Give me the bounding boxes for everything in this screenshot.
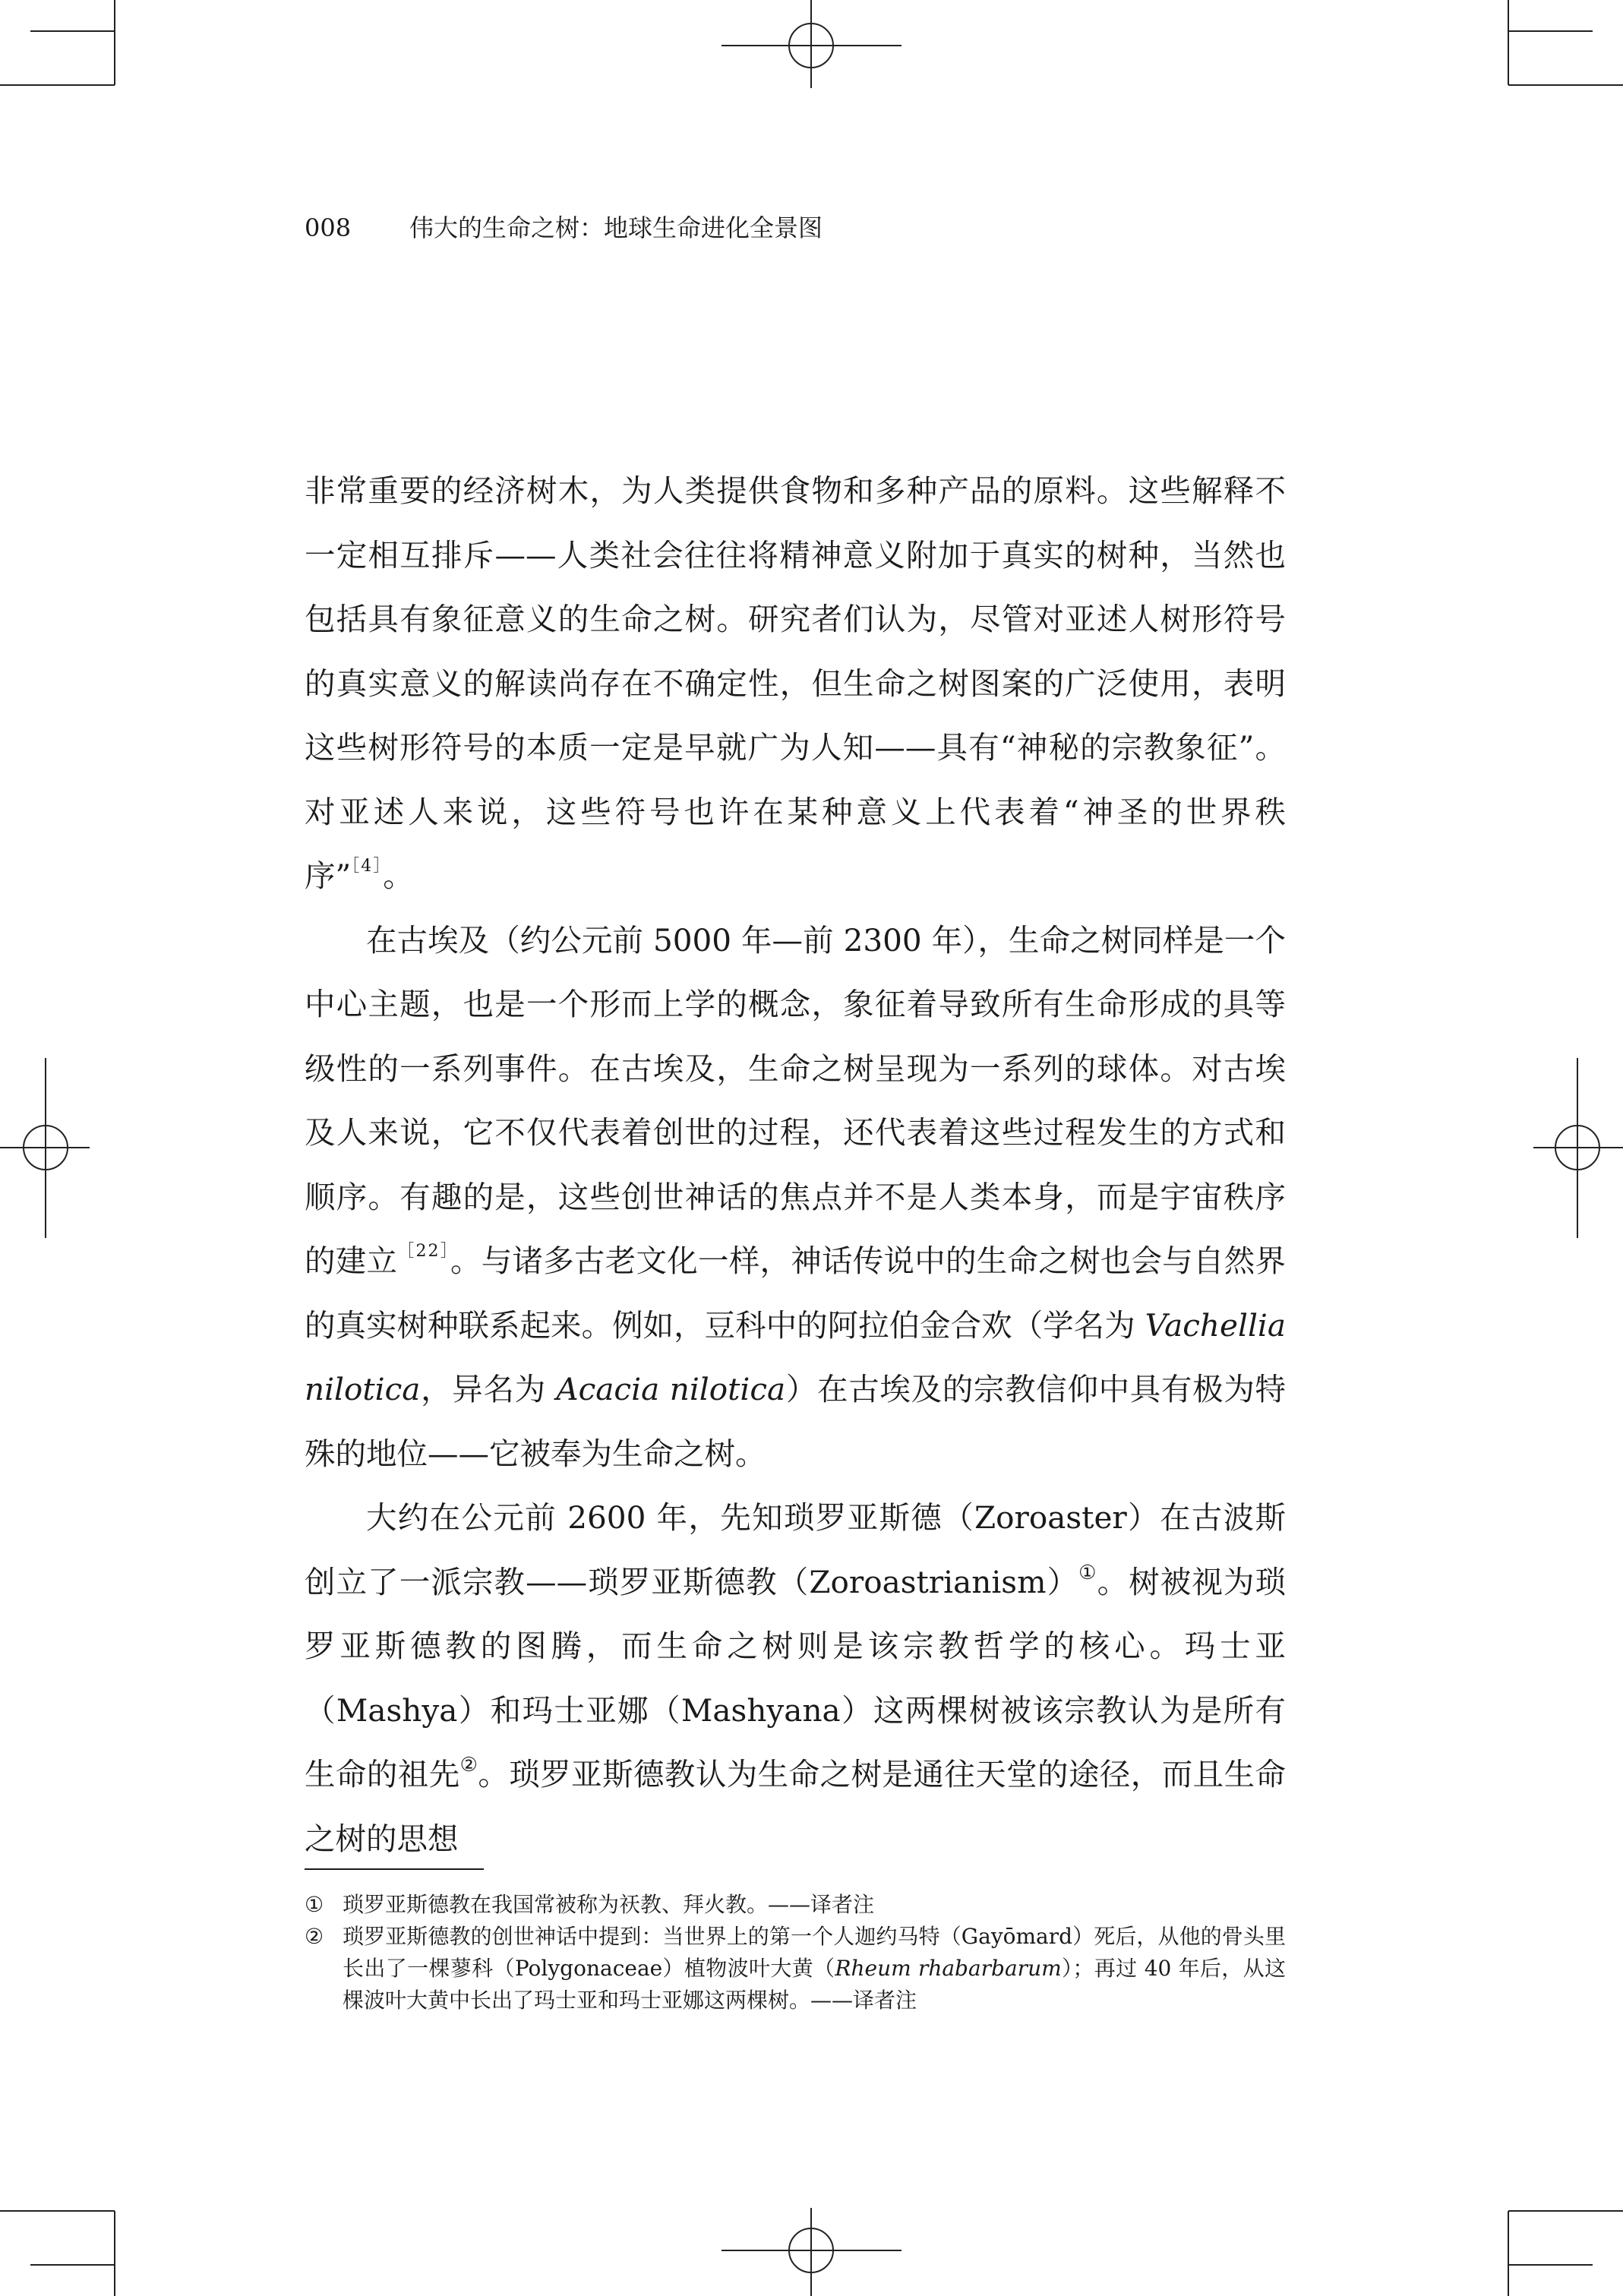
paragraph-text: 在古埃及（约公元前 5000 年—前 2300 年），生命之树同样是一个中心主题，也是一个形而上学的概念，象征着导致所有生命形成的具等级性的一系列事件。在古埃及，生命之树呈现为一系列的球体。对古埃及人来说，它不仅代表着创世的过程，还代表着这些过程发生的方式和顺序。有趣的是，这些创世神话的焦点并不是人类本身，而是宇宙秩序的建立 [305,921,1286,1279]
paragraph-3 [305,1486,1286,1871]
paragraph-text: 。与诸多古老文化一样，神话传说中的生命之树也会与自然界的真实树种联系起来。例如，豆科中的阿拉伯金合欢（学名为 [305,1243,1286,1344]
footnotes [305,1889,1286,2017]
book-title: 伟大的生命之树：地球生命进化全景图 [409,213,823,242]
footnote-text: 琐罗亚斯德教在我国常被称为祆教、拜火教。——译者注 [343,1892,875,1917]
paragraph-1 [305,459,1286,908]
footnote-text-part: 琐罗亚斯德教的创世神话中提到：当世界上的第一个人迦约马特（Gayōmard）死后，从他的骨头里长出了一棵蓼科（Polygonaceae）植物波叶大黄（ [343,1924,1286,1981]
footnote-marker: ① [305,1892,324,1917]
citation-ref: ［4］ [351,857,384,876]
page-number: 008 [305,213,352,242]
paragraph-text: 。树被视为琐罗亚斯德教的图腾，而生命之树则是该宗教哲学的核心。玛士亚（Mashya）和玛士亚娜（Mashyana）这两棵树被该宗教认为是所有生命的祖先 [305,1563,1287,1792]
citation-ref: ［22］ [397,1242,450,1261]
footnote-ref: ② [459,1754,478,1776]
main-text [305,459,1286,1871]
footnote-divider [305,1868,484,1870]
running-header [305,211,823,245]
footnote-text-part: ）；再过 40 年后，从这棵波叶大黄中长出了玛士亚和玛士亚娜这两棵树。——译者注 [343,1956,1286,2013]
paragraph-text: ，异名为 [420,1371,557,1407]
footnote-ref: ① [1078,1561,1097,1584]
paragraph-text: 。 [383,857,414,894]
paragraph-text: 大约在公元前 2600 年，先知琐罗亚斯德（Zoroaster）在古波斯创立了一派宗教——琐罗亚斯德教（Zoroastrianism） [305,1499,1286,1600]
paragraph-text: ）在古埃及的宗教信仰中具有极为特殊的地位——它被奉为生命之树。 [305,1371,1286,1472]
paragraph-2 [305,908,1286,1486]
paragraph-text: 非常重要的经济树木，为人类提供食物和多种产品的原料。这些解释不一定相互排斥——人类社会往往将精神意义附加于真实的树种，当然也包括具有象征意义的生命之树。研究者们认为，尽管对亚述人树形符号的真实意义的解读尚存在不确定性，但生命之树图案的广泛使用，表明这些树形符号的本质一定是早就广为人知——具有“神秘的宗教象征”。对亚述人来说，这些符号也许在某种意义上代表着“神圣的世界秩序” [305,472,1286,894]
footnote-2 [305,1921,1286,2017]
footnote-marker: ② [305,1924,324,1949]
footnote-1 [305,1889,1286,1921]
species-name: Acacia nilotica [556,1371,786,1407]
species-name: Rheum rhabarbarum [835,1956,1062,1981]
footnote-text [343,1921,1286,2017]
paragraph-text: 。琐罗亚斯德教认为生命之树是通往天堂的途径，而且生命之树的思想 [305,1756,1287,1857]
species-name: Vachellia nilotica [305,1306,1286,1407]
